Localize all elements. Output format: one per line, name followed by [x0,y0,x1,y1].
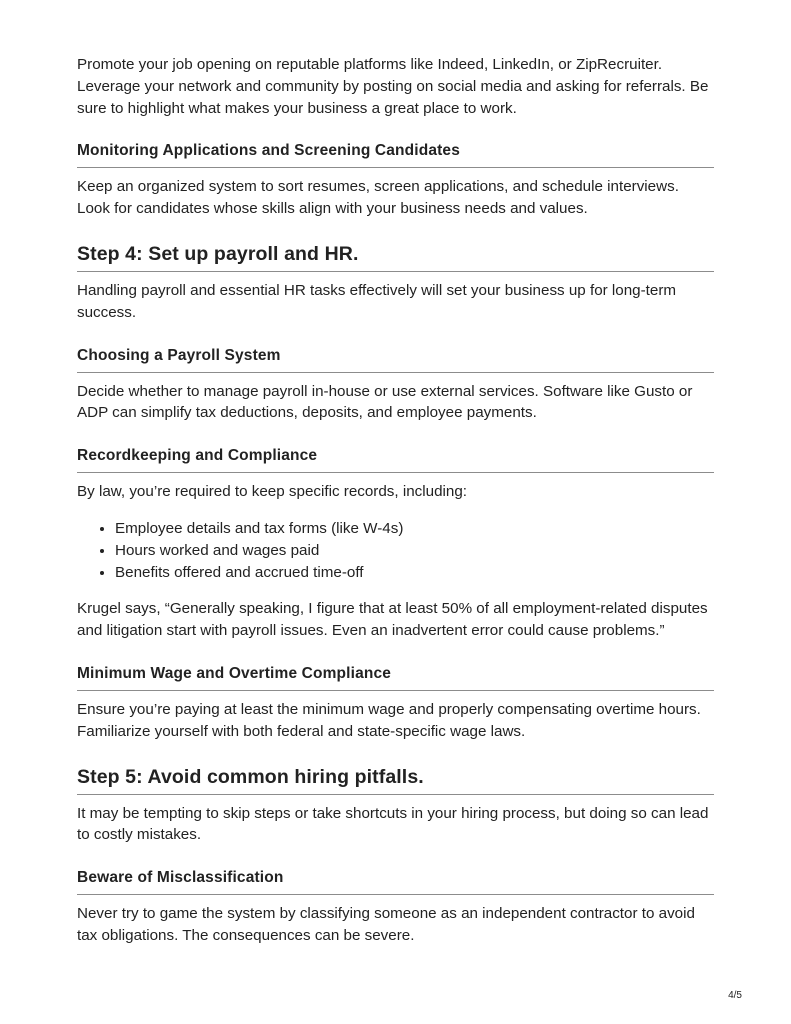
records-list [77,518,714,583]
misclassification-heading: Beware of Misclassification [77,868,714,895]
list-item: • Employee details and tax forms (like W-4s) [115,518,714,540]
page-number: 4/5 [728,990,742,1001]
payroll-system-heading: Choosing a Payroll System [77,346,714,373]
list-item: • Benefits offered and accrued time-off [115,562,714,584]
list-item: • Hours worked and wages paid [115,540,714,562]
min-wage-paragraph: Ensure you’re paying at least the minimum wage and properly compensating overtime hours. Familiarize yourself with both federal and state-specific wage laws. [77,700,701,740]
monitoring-paragraph: Keep an organized system to sort resumes, screen applications, and schedule interviews. Look for candidates whose skills align with your business needs and values. [77,178,679,218]
min-wage-heading: Minimum Wage and Overtime Compliance [77,664,714,691]
misclassification-paragraph: Never try to game the system by classifying someone as an independent contractor to avoid tax obligations. The consequences can be severe. [77,905,695,944]
step5-paragraph: It may be tempting to skip steps or take shortcuts in your hiring process, but doing so can lead to costly mistakes. [77,804,709,844]
step5-heading: Step 5: Avoid common hiring pitfalls. [77,765,714,795]
monitoring-heading: Monitoring Applications and Screening Candidates [77,141,714,168]
document-page [77,54,714,947]
step4-heading: Step 4: Set up payroll and HR. [77,242,714,272]
recordkeeping-heading: Recordkeeping and Compliance [77,446,714,473]
payroll-system-paragraph: Decide whether to manage payroll in-house or use external services. Software like Gusto or ADP can simplify tax deductions, deposits, and employee payments. [77,382,693,422]
recordkeeping-paragraph: By law, you’re required to keep specific records, including: [77,483,468,501]
intro-paragraph: Promote your job opening on reputable platforms like Indeed, LinkedIn, or ZipRecruiter. Leverage your network and community by posting on social media and asking for referrals. Be sure to highlight what makes your business a great place to work. [77,56,709,117]
krugel-quote-paragraph: Krugel says, “Generally speaking, I figure that at least 50% of all employment-related disputes and litigation start with payroll issues. Even an inadvertent error could cause problems.” [77,600,708,640]
step4-paragraph: Handling payroll and essential HR tasks effectively will set your business up for long-term success. [77,281,677,321]
